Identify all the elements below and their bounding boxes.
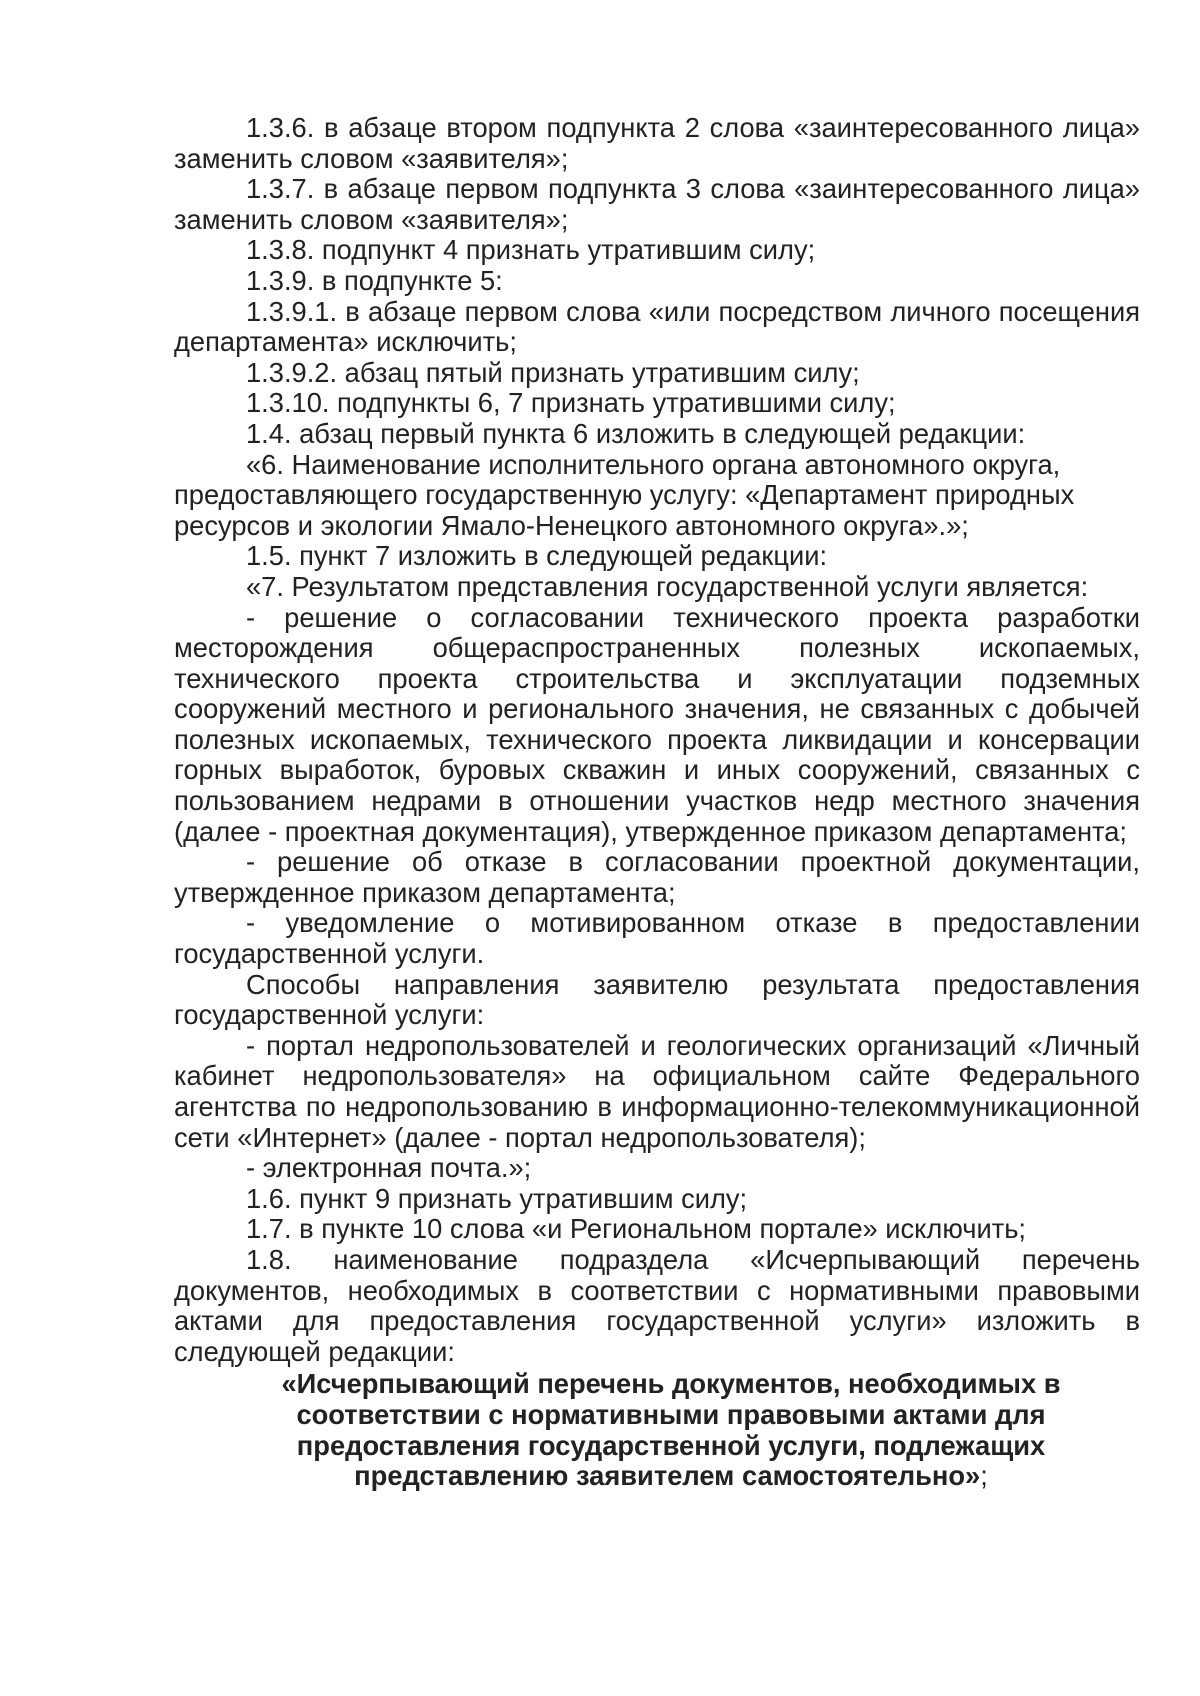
paragraph-1-4: 1.4. абзац первый пункта 6 изложить в следующей редакции: (246, 417, 1026, 449)
paragraph-1-6: 1.6. пункт 9 признать утратившим силу; (246, 1182, 748, 1214)
subsection-heading-tail: ; (980, 1460, 988, 1492)
paragraph-1-3-9: 1.3.9. в подпункте 5: (246, 264, 503, 296)
subsection-heading-text: «Исчерпывающий перечень документов, необходимых в соответствии с нормативными правовыми актами для предоставления государственной услуги, подлежащих представлению заявителем самостоятельно» (281, 1368, 1061, 1492)
paragraph-1-3-9-1: 1.3.9.1. в абзаце первом слова «или посредством личного посещения департамента» исключить; (174, 295, 1140, 358)
paragraph-decision-approval: - решение о согласовании технического проекта разработки месторождения общераспространенных полезных ископаемых, технического проекта строительства и эксплуатации подземных сооружений местного и регионального значения, не связанных с добычей полезных ископаемых, технического проекта ликвидации и консервации горных выработок, буровых скважин и иных сооружений, связанных с пользованием недрами в отношении участков недр местного значения (далее - проектная документация), утвержденное приказом департамента; (174, 601, 1140, 847)
paragraph-1-3-6: 1.3.6. в абзаце втором подпункта 2 слова «заинтересованного лица» заменить словом «заявителя»; (174, 112, 1140, 174)
paragraph-1-7: 1.7. в пункте 10 слова «и Региональном портале» исключить; (246, 1213, 1027, 1245)
paragraph-1-8: 1.8. наименование подраздела «Исчерпывающий перечень документов, необходимых в соответствии с нормативными правовыми актами для предоставления государственной услуги» изложить в следующей редакции: (174, 1243, 1140, 1367)
paragraph-item-7: «7. Результатом представления государственной услуги является: (246, 570, 1089, 602)
paragraph-1-3-9-2: 1.3.9.2. абзац пятый признать утратившим силу; (246, 356, 860, 388)
document-body (174, 113, 1140, 1492)
paragraph-decision-refusal: - решение об отказе в согласовании проектной документации, утвержденное приказом департамента; (174, 846, 1140, 908)
paragraph-1-5: 1.5. пункт 7 изложить в следующей редакции: (246, 540, 828, 572)
paragraph-email: - электронная почта.»; (246, 1152, 532, 1184)
paragraph-1-3-10: 1.3.10. подпункты 6, 7 признать утратившими силу; (246, 387, 896, 419)
paragraph-1-3-7: 1.3.7. в абзаце первом подпункта 3 слова «заинтересованного лица» заменить словом «заявителя»; (174, 173, 1140, 235)
paragraph-item-6: «6. Наименование исполнительного органа автономного округа, предоставляющего государственную услугу: «Департамент природных ресурсов и экологии Ямало-Ненецкого автономного округа».»; (174, 448, 1075, 541)
paragraph-subsoil-portal: - портал недропользователей и геологических организаций «Личный кабинет недропользователя» на официальном сайте Федерального агентства по недропользованию в информационно-телекоммуникационной сети «Интернет» (далее - портал недропользователя); (174, 1029, 1140, 1153)
paragraph-delivery-methods: Способы направления заявителю результата предоставления государственной услуги: (174, 968, 1140, 1031)
subsection-heading (174, 1369, 1140, 1491)
paragraph-refusal-notice: - уведомление о мотивированном отказе в предоставлении государственной услуги. (174, 907, 1140, 970)
paragraph-1-3-8: 1.3.8. подпункт 4 признать утратившим силу; (246, 234, 816, 266)
